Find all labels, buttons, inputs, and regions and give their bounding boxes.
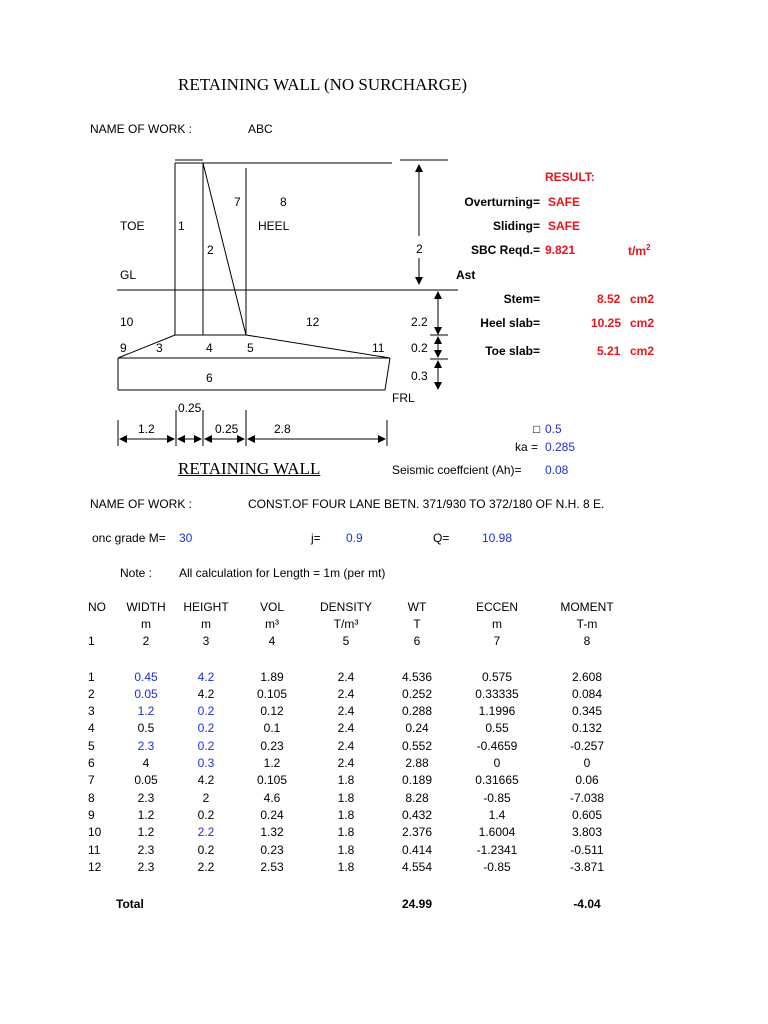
header-moment: MOMENT [560, 599, 614, 614]
row-cell: 4.2 [197, 669, 215, 684]
dim-label-2-2: 2.2 [411, 315, 428, 329]
row-cell: 5 [88, 738, 95, 753]
row-cell: -0.85 [483, 790, 511, 805]
row-cell: 9 [88, 807, 95, 822]
dim-label-0-2: 0.2 [411, 341, 428, 355]
heel-slab-unit: cm2 [630, 316, 655, 330]
row-cell: 2.4 [337, 738, 355, 753]
row-cell: 0.105 [256, 686, 288, 701]
q-label: Q= [433, 531, 450, 545]
row-cell: 12 [88, 859, 102, 874]
page-title: RETAINING WALL (NO SURCHARGE) [178, 75, 468, 94]
row-cell: 1.2 [137, 807, 155, 822]
part-label-7: 7 [234, 195, 241, 209]
row-cell: 0 [493, 756, 501, 771]
units-cell: m [492, 616, 502, 631]
name-of-work-label: NAME OF WORK : [90, 122, 192, 136]
row-cell: 0 [583, 756, 591, 771]
table-units-row [88, 615, 630, 632]
row-cell: 0.2 [197, 738, 215, 753]
table-row [88, 737, 630, 754]
stem-unit: cm2 [630, 292, 655, 306]
row-cell: -7.038 [569, 790, 605, 805]
toe-slab-value: 5.21 [597, 344, 621, 358]
toe-label: TOE [120, 219, 145, 233]
row-cell: 2.2 [197, 825, 215, 840]
dim-label-2-8: 2.8 [274, 422, 291, 436]
name-of-work-label-2: NAME OF WORK : [90, 497, 192, 511]
row-cell: 3 [88, 704, 95, 719]
heel-slab-label: Heel slab= [480, 316, 540, 330]
row-cell: -1.2341 [476, 842, 518, 857]
row-cell: 1.8 [337, 807, 355, 822]
calculation-table [88, 598, 630, 913]
name-of-work-value-2: CONST.OF FOUR LANE BETN. 371/930 TO 372/180 OF N.H. 8 E. [248, 497, 605, 511]
q-value: 10.98 [482, 531, 513, 545]
row-cell: 0.12 [260, 704, 284, 719]
row-cell: 0.2 [197, 704, 215, 719]
colnums-cell: 2 [142, 634, 150, 649]
toe-slab-unit: cm2 [630, 344, 655, 358]
dim-label-0-3: 0.3 [411, 369, 428, 383]
row-cell: 1.2 [137, 704, 155, 719]
colnums-cell: 7 [493, 634, 501, 649]
colnums-cell: 3 [202, 634, 210, 649]
row-cell: 0.1 [263, 721, 281, 736]
part-label-11: 11 [372, 341, 385, 355]
row-cell: 0.24 [405, 721, 429, 736]
part-label-9: 9 [120, 341, 127, 355]
row-cell: 0.288 [401, 704, 433, 719]
header-height: HEIGHT [183, 599, 229, 614]
table-colnum-row [88, 633, 630, 650]
part-label-4: 4 [206, 341, 213, 355]
row-cell: 2.3 [137, 859, 155, 874]
dim-label-0-25-a: 0.25 [178, 401, 202, 415]
header-no: NO [88, 599, 106, 614]
part-label-6: 6 [206, 371, 213, 385]
row-cell: 0.23 [260, 738, 284, 753]
total-moment: -4.04 [573, 897, 601, 912]
table-total-row [88, 895, 630, 912]
row-cell: 2.376 [401, 825, 433, 840]
total-empty-cell [450, 895, 544, 912]
row-cell: 2.4 [337, 669, 355, 684]
j-value: 0.9 [346, 531, 363, 545]
ka-label: ka = [515, 440, 539, 454]
row-cell: 4.554 [401, 859, 433, 874]
row-cell: 2.88 [405, 756, 429, 771]
dim-height-label: 2 [416, 242, 423, 256]
row-cell: 2.3 [137, 790, 155, 805]
row-cell: 2.608 [571, 669, 603, 684]
row-cell: 0.2 [197, 721, 215, 736]
stem-label: Stem= [503, 292, 540, 306]
table-row [88, 858, 630, 875]
part-label-2: 2 [207, 243, 214, 257]
row-cell: 1.2 [137, 825, 155, 840]
j-label: j= [311, 531, 321, 545]
header-eccen: ECCEN [475, 599, 518, 614]
row-cell: 6 [88, 756, 95, 771]
table-row [88, 824, 630, 841]
row-cell: 2 [88, 686, 95, 701]
row-cell: 1.8 [337, 790, 355, 805]
ka-value: 0.285 [545, 440, 576, 454]
row-cell: 0.05 [134, 773, 158, 788]
row-cell: 0.132 [571, 721, 603, 736]
units-cell: T [413, 616, 421, 631]
part-label-1: 1 [178, 219, 185, 233]
row-cell: 1 [88, 669, 95, 684]
row-cell: 2 [202, 790, 210, 805]
row-cell: -0.85 [483, 859, 511, 874]
heel-slab-value: 10.25 [591, 316, 622, 330]
table-row [88, 720, 630, 737]
row-cell: 0.432 [401, 807, 433, 822]
part-label-10: 10 [120, 315, 134, 329]
table-row [88, 702, 630, 719]
dim-label-1-2: 1.2 [138, 422, 155, 436]
row-cell: 2.4 [337, 686, 355, 701]
colnums-cell: 6 [413, 634, 421, 649]
total-label: Total [116, 897, 144, 912]
row-cell: 0.06 [575, 773, 599, 788]
table-row [88, 772, 630, 789]
row-cell: 1.6004 [478, 825, 516, 840]
row-cell: 1.8 [337, 859, 355, 874]
row-cell: 0.345 [571, 704, 603, 719]
total-empty-cell [176, 895, 236, 912]
colnums-cell: 5 [342, 634, 350, 649]
overturning-value: SAFE [548, 195, 581, 209]
colnums-cell: 8 [583, 634, 591, 649]
row-cell: 0.05 [134, 686, 158, 701]
part-label-12: 12 [306, 315, 320, 329]
row-cell: -0.511 [570, 842, 604, 857]
row-cell: 2.3 [137, 738, 155, 753]
table-row [88, 754, 630, 771]
row-cell: 1.8 [337, 842, 355, 857]
row-cell: 4 [88, 721, 95, 736]
frl-label: FRL [392, 391, 415, 405]
units-cell: m [201, 616, 211, 631]
row-cell: 1.8 [337, 773, 355, 788]
row-cell: 4.536 [401, 669, 433, 684]
toe-slab-label: Toe slab= [485, 344, 540, 358]
table-row [88, 806, 630, 823]
phi-value: 0.5 [545, 422, 562, 436]
row-cell: 0.24 [260, 807, 284, 822]
row-cell: 0.605 [571, 807, 603, 822]
seismic-label: Seismic coeffcient (Ah)= [392, 463, 522, 477]
colnums-cell: 1 [88, 634, 95, 649]
colnums-cell: 4 [268, 634, 276, 649]
stem-value: 8.52 [597, 292, 621, 306]
row-cell: 0.55 [485, 721, 509, 736]
units-cell: T-m [576, 616, 598, 631]
note-text: All calculation for Length = 1m (per mt) [179, 566, 386, 580]
table-spacer [88, 650, 630, 668]
row-cell: 2.4 [337, 721, 355, 736]
row-cell: 4 [142, 756, 150, 771]
row-cell: 1.32 [260, 825, 284, 840]
phi-symbol: □ [533, 422, 541, 436]
row-cell: 1.4 [488, 807, 506, 822]
row-cell: 1.1996 [478, 704, 516, 719]
row-cell: 2.4 [337, 756, 355, 771]
part-label-8: 8 [280, 195, 287, 209]
units-cell [88, 615, 116, 632]
sbc-value: 9.821 [545, 243, 576, 257]
total-empty-cell [88, 895, 116, 912]
row-cell: 4.2 [197, 773, 215, 788]
row-cell: 2.3 [137, 842, 155, 857]
row-cell: 0.552 [401, 738, 433, 753]
part-label-3: 3 [156, 341, 163, 355]
units-cell: m³ [265, 616, 279, 631]
table-header-row [88, 598, 630, 615]
row-cell: 0.31665 [475, 773, 519, 788]
seismic-value: 0.08 [545, 463, 569, 477]
table-row [88, 668, 630, 685]
row-cell: 0.105 [256, 773, 288, 788]
row-cell: 4.2 [197, 686, 215, 701]
row-cell: 0.2 [197, 807, 215, 822]
table-spacer [88, 875, 630, 895]
row-cell: 0.252 [401, 686, 433, 701]
ast-label: Ast [456, 268, 476, 282]
sliding-label: Sliding= [492, 219, 540, 233]
row-cell: 0.5 [137, 721, 155, 736]
table-row [88, 841, 630, 858]
base-right-edge [385, 358, 390, 390]
row-cell: 2.53 [260, 859, 284, 874]
part-label-5: 5 [247, 341, 254, 355]
overturning-label: Overturning= [464, 195, 540, 209]
concrete-grade-value: 30 [179, 531, 193, 545]
gl-label: GL [120, 268, 137, 282]
row-cell: 0.45 [134, 669, 158, 684]
sbc-unit: $t/m^2$ [628, 243, 651, 258]
heel-slope [246, 335, 390, 358]
sbc-label: SBC Reqd.= [470, 243, 540, 257]
units-cell: T/m³ [333, 616, 359, 631]
header-wt: WT [407, 599, 427, 614]
units-cell: m [141, 616, 151, 631]
row-cell: 1.8 [337, 825, 355, 840]
row-cell: 0.084 [571, 686, 603, 701]
total-empty-cell [308, 895, 384, 912]
row-cell: 8.28 [405, 790, 429, 805]
result-heading: RESULT: [545, 170, 595, 184]
row-cell: 0.3 [197, 756, 215, 771]
row-cell: 4.6 [263, 790, 281, 805]
total-empty-cell [236, 895, 308, 912]
section-title: RETAINING WALL [178, 459, 321, 478]
row-cell: 1.89 [260, 669, 284, 684]
table-row [88, 685, 630, 702]
row-cell: 8 [88, 790, 95, 805]
row-cell: 11 [88, 842, 101, 857]
total-wt: 24.99 [401, 897, 433, 912]
header-density: DENSITY [319, 599, 372, 614]
table-row [88, 789, 630, 806]
row-cell: 2.2 [197, 859, 215, 874]
row-cell: 0.414 [401, 842, 433, 857]
row-cell: 2.4 [337, 704, 355, 719]
row-cell: -3.871 [569, 859, 605, 874]
row-cell: 0.2 [197, 842, 215, 857]
row-cell: 0.33335 [475, 686, 519, 701]
row-cell: 7 [88, 773, 95, 788]
row-cell: 0.23 [260, 842, 284, 857]
dim-label-0-25-b: 0.25 [215, 422, 239, 436]
name-of-work-value: ABC [248, 122, 273, 136]
row-cell: 0.189 [401, 773, 433, 788]
note-label: Note : [120, 566, 153, 580]
header-vol: VOL [259, 599, 284, 614]
row-cell: 10 [88, 825, 102, 840]
sliding-value: SAFE [548, 219, 581, 233]
row-cell: 3.803 [571, 825, 603, 840]
concrete-grade-label: onc grade M= [92, 531, 166, 545]
row-cell: -0.4659 [476, 738, 518, 753]
header-width: WIDTH [126, 599, 166, 614]
row-cell: -0.257 [569, 738, 605, 753]
row-cell: 1.2 [263, 756, 281, 771]
row-cell: 0.575 [481, 669, 513, 684]
heel-label: HEEL [258, 219, 290, 233]
